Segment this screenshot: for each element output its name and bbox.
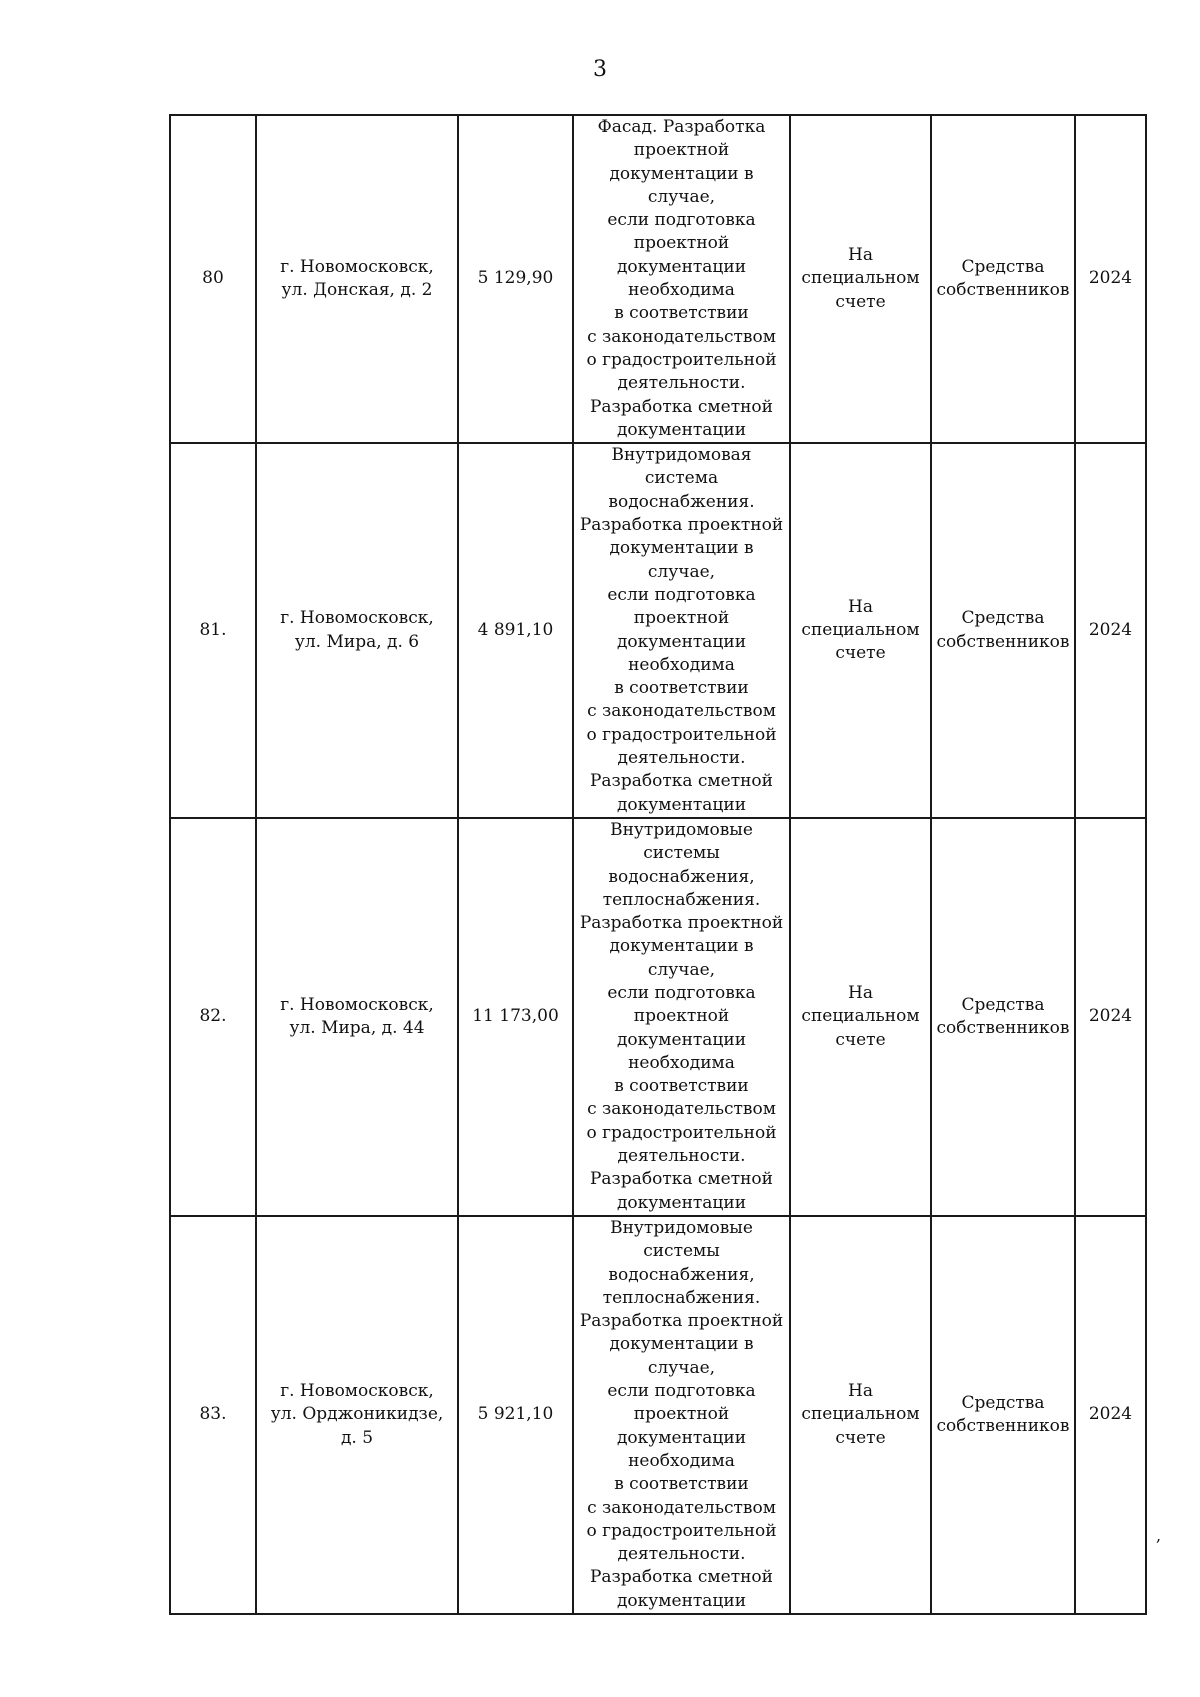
funding-source-cell [931,1216,1075,1614]
work-description-cell-line: в соответствии [614,1474,749,1495]
address-cell [256,1216,458,1614]
work-description-cell-line: Разработка сметной [589,771,773,792]
area-cell: 11 173,00 [458,818,573,1216]
work-description-cell [573,115,790,443]
work-description-cell-line: деятельности. [617,1146,746,1167]
work-description-cell-line: деятельности. [617,373,746,394]
work-description-cell-line: деятельности. [617,748,746,769]
address-cell-line: г. Новомосковск, [280,608,434,629]
work-description-cell-line: в соответствии [614,303,749,324]
work-description-cell-line: в соответствии [614,678,749,699]
account-cell [790,443,931,818]
work-description-cell-line: документации в случае, [609,936,754,980]
table-row [170,115,1146,443]
address-cell [256,818,458,1216]
work-description-cell-line: о градостроительной [586,1520,777,1541]
work-description-cell-line: документации [616,631,747,652]
row-number-cell: 80 [170,115,256,443]
funding-source-cell-line: собственников [936,280,1070,301]
work-description-cell-line: Разработка проектной [579,913,784,934]
work-description-cell-line: водоснабжения, [608,866,755,887]
work-description-cell-line: Разработка сметной [589,1567,773,1588]
work-description-cell-line: документации [616,1192,747,1213]
table-row [170,1216,1146,1614]
work-description-cell-line: водоснабжения, [608,1264,755,1285]
work-description-cell-line: необходима [628,654,735,675]
work-description-cell-line: документации [616,419,747,440]
funding-source-cell-line: собственников [936,631,1070,652]
account-cell-line: специальном [801,1006,920,1027]
account-cell-line: На [848,596,873,617]
funding-source-cell-line: Средства [961,608,1045,629]
work-description-cell-line: если подготовка [607,1381,756,1402]
account-cell-line: счете [835,1029,886,1050]
work-description-cell-line: Внутридомовые [610,1217,753,1238]
funding-source-cell-line: Средства [961,994,1045,1015]
row-number-cell: 82. [170,818,256,1216]
work-description-cell-line: деятельности. [617,1544,746,1565]
account-cell [790,1216,931,1614]
work-description-cell-line: если подготовка [607,982,756,1003]
work-description-cell-line: теплоснабжения. [602,1287,761,1308]
address-cell-line: ул. Донская, д. 2 [281,280,433,301]
address-cell-line: г. Новомосковск, [280,1381,434,1402]
trailing-mark: , [1156,1526,1162,1545]
account-cell-line: На [848,982,873,1003]
work-description-cell-line: необходима [628,1450,735,1471]
work-description-cell-line: Разработка проектной [579,1311,784,1332]
account-cell-line: специальном [801,1404,920,1425]
work-description-cell-line: Разработка сметной [589,396,773,417]
work-description-cell-line: документации [616,1029,747,1050]
account-cell [790,115,931,443]
work-description-cell-line: системы [643,1241,720,1262]
account-cell-line: специальном [801,268,920,289]
funding-source-cell-line: Средства [961,256,1045,277]
work-description-cell-line: о градостроительной [586,724,777,745]
work-description-cell-line: документации в случае, [609,1334,754,1378]
funding-source-cell-line: собственников [936,1415,1070,1436]
address-cell-line: ул. Мира, д. 44 [289,1017,425,1038]
work-description-cell-line: с законодательством [587,326,776,347]
funding-source-cell-line: собственников [936,1017,1070,1038]
row-number-cell: 81. [170,443,256,818]
account-cell [790,818,931,1216]
funding-source-cell [931,443,1075,818]
work-description-cell-line: необходима [628,280,735,301]
year-cell: 2024 [1075,1216,1146,1614]
work-description-cell-line: о градостроительной [586,1122,777,1143]
area-cell: 4 891,10 [458,443,573,818]
account-cell-line: На [848,1381,873,1402]
work-description-cell-line: документации в случае, [609,538,754,582]
address-cell-line: д. 5 [340,1427,374,1448]
work-description-cell-line: с законодательством [587,1099,776,1120]
table-row [170,443,1146,818]
address-cell [256,115,458,443]
work-description-cell-line: если подготовка [607,584,756,605]
work-description-cell-line: проектной [633,608,730,629]
funding-source-cell [931,818,1075,1216]
work-description-cell-line: с законодательством [587,701,776,722]
table-body [170,115,1146,1614]
work-description-cell-line: Внутридомовая [611,445,752,466]
work-description-cell-line: документации [616,256,747,277]
work-description-cell [573,443,790,818]
work-description-cell-line: если подготовка [607,210,756,231]
work-description-cell-line: о градостроительной [586,349,777,370]
work-description-cell-line: в соответствии [614,1076,749,1097]
work-description-cell-line: документации [616,794,747,815]
table-row [170,818,1146,1216]
account-cell-line: счете [835,643,886,664]
work-description-cell [573,1216,790,1614]
account-cell-line: счете [835,291,886,312]
year-cell: 2024 [1075,115,1146,443]
work-description-cell-line: документации [616,1590,747,1611]
work-description-cell-line: документации в случае, [609,163,754,207]
work-description-cell-line: теплоснабжения. [602,889,761,910]
work-description-cell-line: системы [643,843,720,864]
account-cell-line: На [848,245,873,266]
address-cell [256,443,458,818]
page-number: 3 [593,57,607,82]
work-description-cell-line: проектной [633,1006,730,1027]
account-cell-line: специальном [801,619,920,640]
address-cell-line: г. Новомосковск, [280,994,434,1015]
work-description-cell-line: Фасад. Разработка [597,117,766,137]
work-description-cell-line: Внутридомовые [610,819,753,840]
funding-source-cell-line: Средства [961,1392,1045,1413]
address-cell-line: ул. Мира, д. 6 [294,631,420,652]
work-description-cell [573,818,790,1216]
address-cell-line: ул. Орджоникидзе, [270,1404,444,1425]
address-cell-line: г. Новомосковск, [280,256,434,277]
work-description-cell-line: проектной [633,1404,730,1425]
work-description-cell-line: документации [616,1427,747,1448]
work-description-cell-line: система [644,468,719,489]
year-cell: 2024 [1075,443,1146,818]
work-description-cell-line: водоснабжения. [608,491,755,512]
work-description-cell-line: проектной [633,140,730,161]
area-cell: 5 921,10 [458,1216,573,1614]
area-cell: 5 129,90 [458,115,573,443]
account-cell-line: счете [835,1427,886,1448]
row-number-cell: 83. [170,1216,256,1614]
work-description-cell-line: необходима [628,1052,735,1073]
repair-plan-table [169,114,1147,1615]
work-description-cell-line: Разработка сметной [589,1169,773,1190]
work-description-cell-line: Разработка проектной [579,515,784,536]
work-description-cell-line: проектной [633,233,730,254]
funding-source-cell [931,115,1075,443]
year-cell: 2024 [1075,818,1146,1216]
work-description-cell-line: с законодательством [587,1497,776,1518]
